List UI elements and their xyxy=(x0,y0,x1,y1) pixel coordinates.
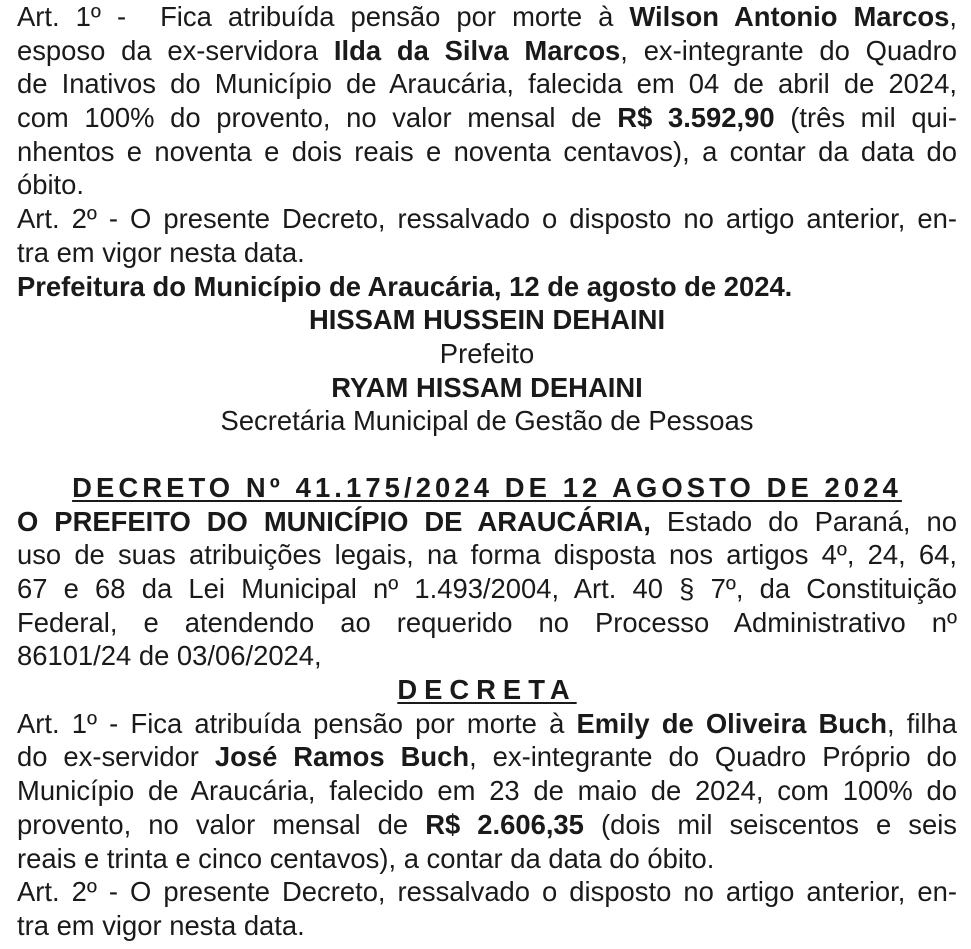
text-line: Art. 2º - O presente Decreto, ressalvado o disposto no artigo anterior, en- xyxy=(17,876,957,908)
article-label: Art. 1º - xyxy=(17,1,127,32)
decree-2-preamble xyxy=(17,505,957,673)
text-line: provento, no valor mensal de R$ 2.606,35 (dois mil seiscentos e seis xyxy=(17,808,957,840)
section-spacer xyxy=(17,438,957,471)
former-servant-name: José Ramos Buch xyxy=(214,741,470,773)
decree-2-article-1 xyxy=(17,707,957,875)
former-servant-name: Ilda da Silva Marcos xyxy=(333,34,621,66)
text-line: O PREFEITO DO MUNICÍPIO DE ARAUCÁRIA, Estado do Paraná, no xyxy=(17,505,957,537)
authority: O PREFEITO DO MUNICÍPIO DE ARAUCÁRIA, xyxy=(17,505,651,537)
beneficiary-name: Wilson Antonio Marcos xyxy=(629,1,950,32)
text-line: reais e trinta e cinco centavos), a contar da data do óbito. xyxy=(17,842,715,874)
text-line: tra em vigor nesta data. xyxy=(17,909,305,941)
text-line: com 100% do provento, no valor mensal de R$ 3.592,90 (três mil qui- xyxy=(17,102,957,134)
pension-amount: R$ 3.592,90 xyxy=(617,102,775,134)
decreta-heading: DECRETA xyxy=(397,674,577,706)
text-line: Art. 1º - Fica atribuída pensão por morte à Emily de Oliveira Buch, filha xyxy=(17,707,958,739)
signatory-title: Secretária Municipal de Gestão de Pessoas xyxy=(220,405,754,437)
signatory-name: RYAM HISSAM DEHAINI xyxy=(331,371,643,403)
text-line: óbito. xyxy=(17,169,85,201)
decree-1-article-2 xyxy=(17,202,957,269)
beneficiary-name: Emily de Oliveira Buch xyxy=(576,707,887,739)
decree-2-article-2 xyxy=(17,875,957,942)
text-line: uso de suas atribuições legais, na forma disposta nos artigos 4º, 24, 64, xyxy=(17,539,957,571)
text-line: do ex-servidor José Ramos Buch, ex-integrante do Quadro Próprio do xyxy=(17,741,957,773)
signature-block xyxy=(17,303,957,438)
signatory-title: Prefeito xyxy=(439,337,535,369)
text-line: 67 e 68 da Lei Municipal nº 1.493/2004, Art. 40 § 7º, da Constituição xyxy=(17,573,957,604)
closing-statement: Prefeitura do Município de Araucária, 12 de agosto de 2024. xyxy=(17,270,793,302)
text-line: Art. 2º - O presente Decreto, ressalvado o disposto no artigo anterior, en- xyxy=(17,203,957,235)
pension-amount: R$ 2.606,35 xyxy=(425,808,584,840)
text-line: Federal, e atendendo ao requerido no Processo Administrativo nº xyxy=(17,606,957,638)
text-line: esposo da ex-servidora Ilda da Silva Marcos, ex-integrante do Quadro xyxy=(17,34,957,66)
text-line: nhentos e noventa e dois reais e noventa centavos), a contar da data do xyxy=(17,135,957,167)
signatory-name: HISSAM HUSSEIN DEHAINI xyxy=(308,304,666,336)
text-line: de Inativos do Município de Araucária, falecida em 04 de abril de 2024, xyxy=(17,68,957,100)
text-line: Município de Araucária, falecido em 23 de maio de 2024, com 100% do xyxy=(17,775,957,807)
decree-1-article-1 xyxy=(17,0,957,202)
text-line: Art. 1º - Fica atribuída pensão por morte à Wilson Antonio Marcos, xyxy=(17,1,958,32)
text-line: tra em vigor nesta data. xyxy=(17,236,305,268)
text-line: 86101/24 de 03/06/2024, xyxy=(17,640,322,672)
decree-heading: DECRETO Nº 41.175/2024 DE 12 AGOSTO DE 2024 xyxy=(72,471,902,503)
